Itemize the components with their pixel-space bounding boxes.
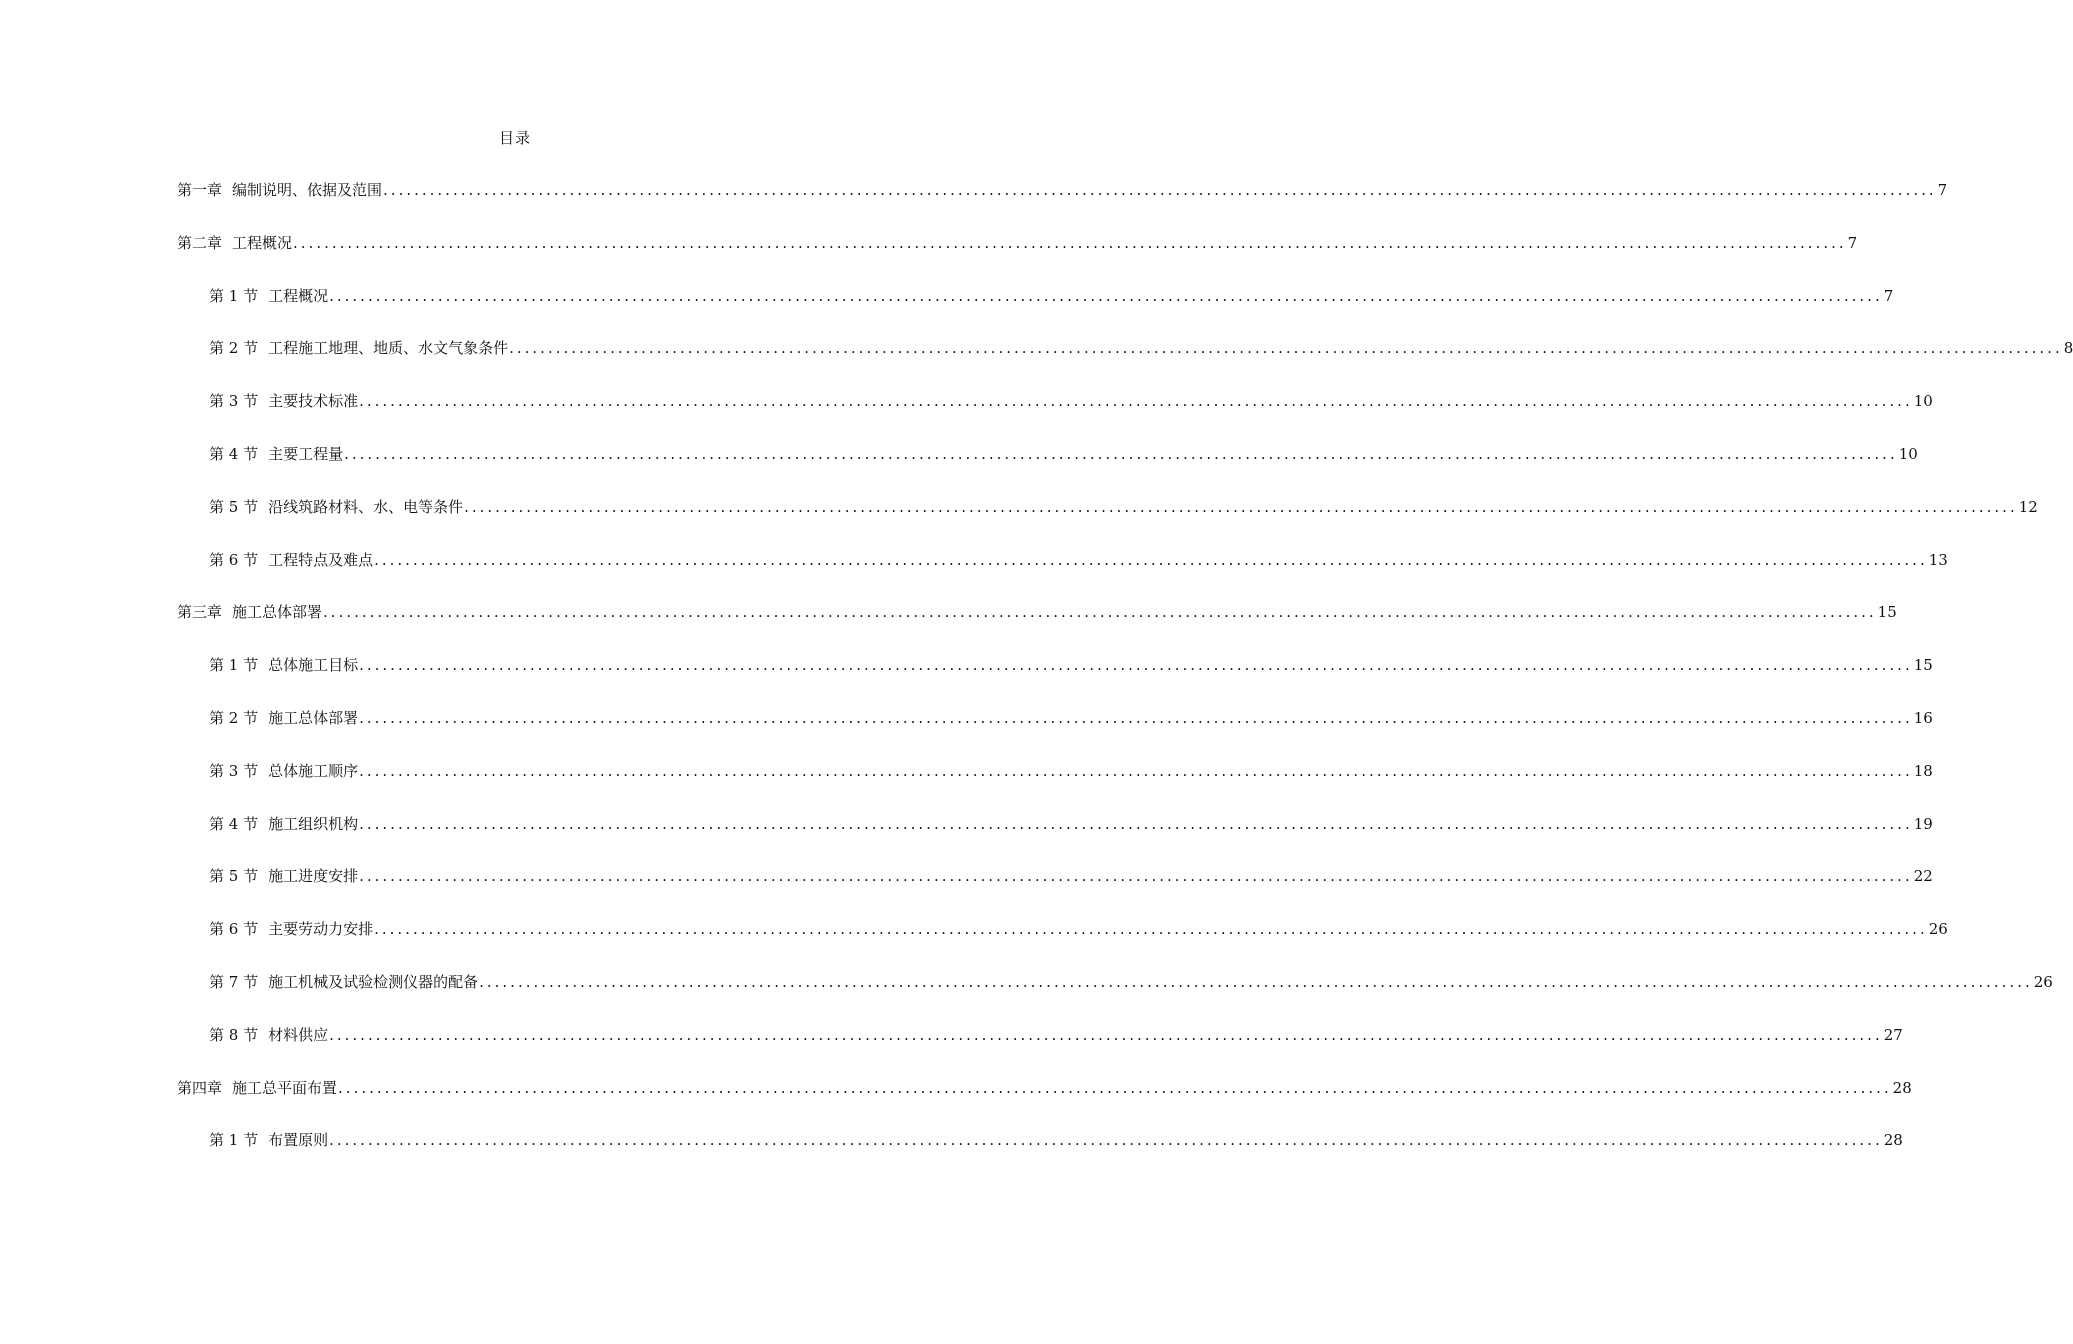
toc-entry-number: 第 1 节 (209, 656, 259, 675)
toc-dot-leader: ........................................................................................................................................................................................................ (338, 1078, 1892, 1097)
toc-dot-leader: ........................................................................................................................................................................................................ (374, 550, 1928, 569)
toc-entry-title: 施工总平面布置 (232, 1078, 338, 1097)
toc-page-number: 7 (1937, 181, 1948, 199)
toc-dot-leader: ........................................................................................................................................................................................................ (359, 814, 1913, 833)
toc-page-number: 28 (1892, 1078, 1912, 1097)
toc-dot-leader: ........................................................................................................................................................................................................ (359, 656, 1913, 675)
toc-entry-title: 沿线筑路材料、水、电等条件 (268, 497, 464, 516)
toc-section-entry[interactable] (177, 918, 1948, 971)
toc-entry-title: 工程特点及难点 (268, 550, 374, 569)
toc-section-entry[interactable] (177, 496, 2038, 549)
toc-page-number: 19 (1913, 814, 1933, 833)
toc-entry-number: 第 6 节 (209, 550, 259, 569)
toc-chapter-entry[interactable] (177, 601, 1897, 654)
toc-entry-number: 第 4 节 (209, 814, 259, 833)
toc-page-number: 8 (2063, 339, 2073, 358)
toc-dot-leader: ........................................................................................................................................................................................................ (479, 972, 2033, 991)
toc-page-number: 15 (1877, 603, 1897, 622)
toc-chapter-entry[interactable] (177, 179, 1948, 232)
toc-page-number: 10 (1898, 444, 1918, 463)
toc-dot-leader: ........................................................................................................................................................................................................ (329, 1131, 1883, 1150)
toc-page-number: 26 (1928, 920, 1948, 939)
toc-section-entry[interactable] (177, 337, 2073, 390)
toc-entry-number: 第 1 节 (209, 286, 259, 305)
toc-page-number: 15 (1913, 656, 1933, 675)
toc-section-entry[interactable] (177, 760, 1933, 813)
toc-entry-title: 编制说明、依据及范围 (232, 181, 383, 199)
toc-entry-number: 第 8 节 (209, 1025, 259, 1044)
toc-entry-title: 总体施工顺序 (268, 761, 359, 780)
toc-section-entry[interactable] (177, 1129, 1903, 1182)
toc-section-entry[interactable] (177, 813, 1933, 866)
toc-dot-leader: ........................................................................................................................................................................................................ (464, 497, 2018, 516)
toc-page-number: 16 (1913, 708, 1933, 727)
toc-title: 目录 (498, 129, 531, 147)
toc-page-number: 13 (1928, 550, 1948, 569)
toc-entry-title: 工程概况 (268, 286, 329, 305)
toc-dot-leader: ........................................................................................................................................................................................................ (293, 233, 1847, 252)
toc-dot-leader: ........................................................................................................................................................................................................ (344, 444, 1898, 463)
toc-section-entry[interactable] (177, 971, 2053, 1024)
toc-page-number: 18 (1913, 761, 1933, 780)
toc-dot-leader: ........................................................................................................................................................................................................ (383, 181, 1937, 199)
toc-section-entry[interactable] (177, 707, 1933, 760)
toc-page-number: 27 (1883, 1025, 1903, 1044)
toc-section-entry[interactable] (177, 549, 1948, 602)
toc-entry-title: 施工组织机构 (268, 814, 359, 833)
toc-section-entry[interactable] (177, 443, 1918, 496)
toc-entry-title: 工程概况 (232, 233, 293, 252)
toc-section-entry[interactable] (177, 865, 1933, 918)
toc-entry-title: 工程施工地理、地质、水文气象条件 (268, 339, 509, 358)
toc-page-number: 28 (1883, 1131, 1903, 1150)
toc-page-number: 10 (1913, 392, 1933, 411)
toc-entry-title: 材料供应 (268, 1025, 329, 1044)
toc-dot-leader: ........................................................................................................................................................................................................ (359, 392, 1913, 411)
toc-section-entry[interactable] (177, 390, 1933, 443)
toc-dot-leader: ........................................................................................................................................................................................................ (359, 867, 1913, 886)
toc-page-number: 7 (1847, 233, 1858, 252)
toc-entry-number: 第 3 节 (209, 761, 259, 780)
toc-dot-leader: ........................................................................................................................................................................................................ (329, 1025, 1883, 1044)
toc-entry-title: 施工进度安排 (268, 867, 359, 886)
toc-dot-leader: ........................................................................................................................................................................................................ (509, 339, 2063, 358)
toc-list (177, 179, 2073, 1182)
toc-dot-leader: ........................................................................................................................................................................................................ (359, 761, 1913, 780)
toc-entry-number: 第 7 节 (209, 972, 259, 991)
toc-entry-number: 第二章 (177, 233, 223, 252)
toc-entry-number: 第 2 节 (209, 339, 259, 358)
toc-entry-number: 第四章 (177, 1078, 223, 1097)
toc-section-entry[interactable] (177, 1024, 1903, 1077)
toc-entry-number: 第 3 节 (209, 392, 259, 411)
toc-entry-number: 第 1 节 (209, 1131, 259, 1150)
toc-page-number: 12 (2018, 497, 2038, 516)
toc-entry-number: 第 5 节 (209, 497, 259, 516)
toc-entry-title: 施工总体部署 (268, 708, 359, 727)
toc-dot-leader: ........................................................................................................................................................................................................ (323, 603, 1877, 622)
toc-page-number: 26 (2033, 972, 2053, 991)
toc-entry-number: 第三章 (177, 603, 223, 622)
toc-entry-title: 施工总体部署 (232, 603, 323, 622)
toc-entry-title: 主要劳动力安排 (268, 920, 374, 939)
toc-entry-number: 第 2 节 (209, 708, 259, 727)
toc-dot-leader: ........................................................................................................................................................................................................ (329, 286, 1883, 305)
toc-entry-number: 第 5 节 (209, 867, 259, 886)
toc-entry-title: 总体施工目标 (268, 656, 359, 675)
toc-section-entry[interactable] (177, 285, 1894, 338)
toc-chapter-entry[interactable] (177, 232, 1858, 285)
toc-entry-title: 施工机械及试验检测仪器的配备 (268, 972, 479, 991)
toc-page-number: 22 (1913, 867, 1933, 886)
toc-dot-leader: ........................................................................................................................................................................................................ (374, 920, 1928, 939)
toc-entry-title: 主要工程量 (268, 444, 344, 463)
toc-page-number: 7 (1883, 286, 1894, 305)
toc-entry-number: 第 4 节 (209, 444, 259, 463)
toc-entry-number: 第一章 (177, 181, 223, 199)
toc-entry-title: 布置原则 (268, 1131, 329, 1150)
toc-section-entry[interactable] (177, 654, 1933, 707)
toc-dot-leader: ........................................................................................................................................................................................................ (359, 708, 1913, 727)
toc-chapter-entry[interactable] (177, 1077, 1912, 1130)
toc-entry-title: 主要技术标准 (268, 392, 359, 411)
toc-entry-number: 第 6 节 (209, 920, 259, 939)
